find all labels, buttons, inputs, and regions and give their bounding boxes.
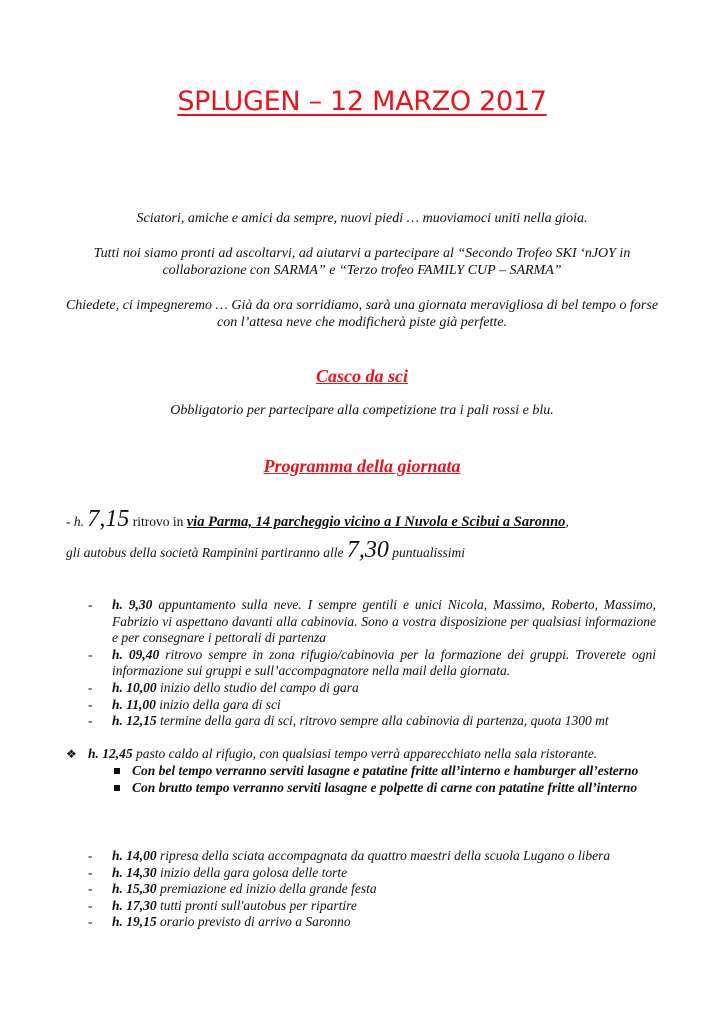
lunch-text: pasto caldo al rifugio, con qualsiasi tempo verrà apparecchiato nella sala ristorante. bbox=[136, 746, 598, 761]
item-text: tutti pronti sull'autobus per ripartire bbox=[160, 897, 357, 913]
bus-text: gli autobus della società Rampinini partiranno alle bbox=[66, 545, 344, 560]
item-time: h. 14,30 bbox=[112, 864, 157, 880]
afternoon-schedule bbox=[88, 848, 656, 931]
item-time: h. 17,30 bbox=[112, 897, 157, 913]
ritrovo-address: via Parma, 14 parcheggio vicino a I Nuvola e Scibui a Saronno bbox=[186, 514, 566, 530]
intro-paragraph-1: Sciatori, amiche e amici da sempre, nuovi piedi … muoviamoci uniti nella gioia. bbox=[136, 211, 588, 226]
list-item bbox=[88, 898, 656, 915]
list-item bbox=[88, 680, 656, 697]
bus-line bbox=[66, 537, 465, 564]
page-title: SPLUGEN – 12 MARZO 2017 bbox=[177, 86, 547, 117]
ritrovo-prefix: - h. bbox=[66, 514, 84, 529]
item-text: termine della gara di sci, ritrovo sempre alla cabinovia di partenza, quota 1300 mt bbox=[160, 713, 609, 729]
dash-bullet: - bbox=[88, 713, 93, 729]
dash-bullet: - bbox=[88, 679, 93, 695]
list-item bbox=[88, 848, 656, 865]
dash-bullet: - bbox=[88, 848, 93, 863]
item-text: premiazione ed inizio della grande festa bbox=[160, 881, 377, 897]
item-time: h. 19,15 bbox=[112, 914, 157, 930]
item-text: ritrovo sempre in zona rifugio/cabinovia per la formazione dei gruppi. Troverete ogni informazione sui gruppi e sull’accompagnatore nella mail della giornata. bbox=[112, 646, 657, 679]
lunch-section bbox=[66, 746, 658, 797]
dash-bullet: - bbox=[88, 914, 93, 930]
item-text: inizio della gara di sci bbox=[159, 696, 281, 712]
item-text: appuntamento sulla neve. I sempre gentili e unici Nicola, Massimo, Roberto, Massimo, Fabrizio vi aspettano davanti alla cabinovia. Sono a vostra disposizione per qualsiasi informazione e per consegnare i pettorali di partenza bbox=[112, 597, 657, 646]
bus-time: 7,30 bbox=[346, 537, 389, 563]
lunch-item bbox=[66, 746, 658, 763]
dash-bullet: - bbox=[88, 881, 93, 897]
item-time: h. 09,40 bbox=[112, 646, 160, 662]
item-time: h. 14,00 bbox=[112, 848, 157, 863]
item-text: orario previsto di arrivo a Saronno bbox=[160, 914, 351, 930]
list-item bbox=[88, 647, 656, 680]
list-item bbox=[88, 713, 656, 730]
item-time: h. 10,00 bbox=[112, 679, 157, 695]
item-text: ripresa della sciata accompagnata da quattro maestri della scuola Lugano o libera bbox=[160, 848, 611, 863]
ritrovo-time: 7,15 bbox=[87, 506, 130, 532]
lunch-option bbox=[66, 763, 658, 780]
dash-bullet: - bbox=[88, 897, 93, 913]
square-bullet-icon bbox=[114, 768, 120, 774]
dash-bullet: - bbox=[88, 696, 93, 712]
bus-end: puntualissimi bbox=[392, 545, 466, 560]
ritrovo-label: ritrovo in bbox=[132, 514, 184, 529]
item-time: h. 12,15 bbox=[112, 713, 157, 729]
lunch-option-text: Con brutto tempo verranno serviti lasagne e polpette di carne con patatine fritte all’interno bbox=[132, 780, 638, 796]
casco-text: Obbligatorio per partecipare alla competizione tra i pali rossi e blu. bbox=[170, 403, 554, 418]
list-item bbox=[88, 914, 656, 931]
intro-paragraph-2: Tutti noi siamo pronti ad ascoltarvi, ad aiutarvi a partecipare al “Secondo Trofeo SKI ‘nJOY in collaborazione con SARMA” e “Terzo trofeo FAMILY CUP – SARMA” bbox=[93, 246, 631, 278]
list-item bbox=[88, 881, 656, 898]
dash-bullet: - bbox=[88, 597, 93, 612]
diamond-bullet-icon: ❖ bbox=[66, 747, 77, 761]
lunch-option-text: Con bel tempo verranno serviti lasagne e patatine fritte all’interno e hamburger all’esterno bbox=[132, 762, 639, 778]
programma-heading: Programma della giornata bbox=[263, 456, 461, 476]
ritrovo-comma: , bbox=[565, 514, 569, 529]
dash-bullet: - bbox=[88, 864, 93, 880]
ritrovo-line bbox=[66, 506, 569, 533]
item-time: h. 9,30 bbox=[112, 597, 153, 612]
item-time: h. 15,30 bbox=[112, 881, 157, 897]
list-item bbox=[88, 597, 656, 647]
intro-paragraph-3: Chiedete, ci impegneremo … Già da ora sorridiamo, sarà una giornata meravigliosa di bel tempo o forse con l’attesa neve che modificherà piste già perfette. bbox=[65, 298, 659, 330]
list-item bbox=[88, 865, 656, 882]
lunch-time: h. 12,45 bbox=[88, 746, 133, 761]
list-item bbox=[88, 697, 656, 714]
item-text: inizio della gara golosa delle torte bbox=[160, 864, 348, 880]
casco-heading: Casco da sci bbox=[316, 366, 408, 386]
item-text: inizio dello studio del campo di gara bbox=[160, 679, 359, 695]
lunch-option bbox=[66, 780, 658, 797]
square-bullet-icon bbox=[114, 785, 120, 791]
item-time: h. 11,00 bbox=[112, 696, 156, 712]
morning-schedule bbox=[88, 597, 656, 730]
dash-bullet: - bbox=[88, 646, 93, 662]
